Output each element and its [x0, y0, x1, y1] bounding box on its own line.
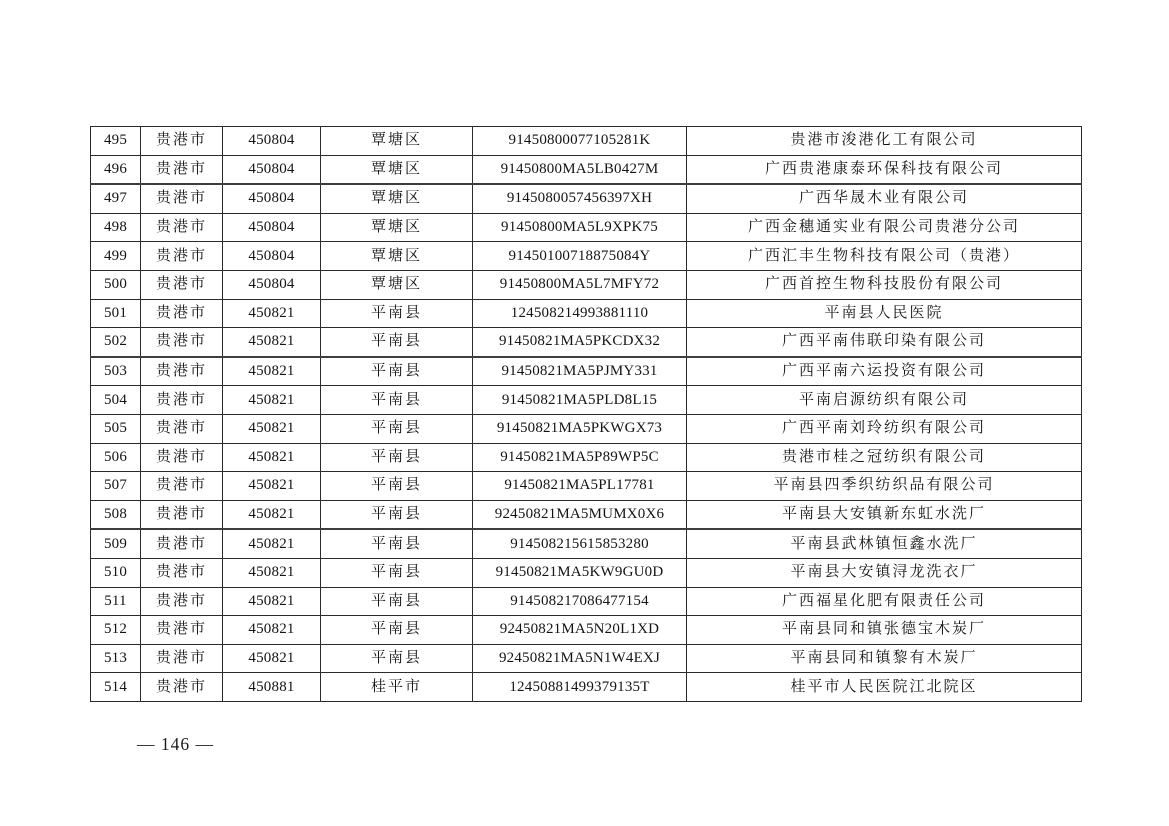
table-row — [91, 299, 1082, 328]
cell-no: 512 — [91, 616, 141, 645]
cell-city: 贵港市 — [141, 414, 223, 443]
cell-code: 450821 — [223, 644, 321, 673]
cell-credit-code: 91450100718875084Y — [473, 242, 687, 271]
cell-no: 498 — [91, 213, 141, 242]
cell-district: 平南县 — [321, 328, 473, 357]
cell-credit-code: 914508215615853280 — [473, 529, 687, 558]
cell-credit-code: 91450800MA5LB0427M — [473, 155, 687, 184]
cell-city: 贵港市 — [141, 644, 223, 673]
cell-company: 广西平南刘玲纺织有限公司 — [687, 414, 1082, 443]
cell-credit-code: 914508217086477154 — [473, 587, 687, 616]
cell-code: 450804 — [223, 155, 321, 184]
cell-city: 贵港市 — [141, 213, 223, 242]
cell-company: 贵港市桂之冠纺织有限公司 — [687, 443, 1082, 472]
cell-credit-code: 9145080057456397XH — [473, 184, 687, 213]
table-row — [91, 558, 1082, 587]
cell-city: 贵港市 — [141, 386, 223, 415]
cell-code: 450821 — [223, 443, 321, 472]
cell-code: 450881 — [223, 673, 321, 702]
cell-credit-code: 92450821MA5N1W4EXJ — [473, 644, 687, 673]
cell-code: 450821 — [223, 558, 321, 587]
cell-company: 平南县四季织纺织品有限公司 — [687, 472, 1082, 501]
cell-credit-code: 92450821MA5N20L1XD — [473, 616, 687, 645]
table-row — [91, 328, 1082, 357]
cell-district: 平南县 — [321, 644, 473, 673]
company-table — [90, 126, 1082, 702]
cell-city: 贵港市 — [141, 673, 223, 702]
cell-city: 贵港市 — [141, 472, 223, 501]
cell-district: 平南县 — [321, 529, 473, 558]
cell-code: 450804 — [223, 127, 321, 156]
cell-district: 平南县 — [321, 587, 473, 616]
cell-no: 513 — [91, 644, 141, 673]
cell-city: 贵港市 — [141, 357, 223, 386]
cell-city: 贵港市 — [141, 299, 223, 328]
cell-credit-code: 91450821MA5PLD8L15 — [473, 386, 687, 415]
cell-code: 450804 — [223, 242, 321, 271]
table-row — [91, 242, 1082, 271]
cell-district: 平南县 — [321, 616, 473, 645]
cell-credit-code: 91450821MA5KW9GU0D — [473, 558, 687, 587]
cell-code: 450821 — [223, 357, 321, 386]
table-row — [91, 500, 1082, 529]
cell-company: 平南县大安镇浔龙洗衣厂 — [687, 558, 1082, 587]
cell-no: 502 — [91, 328, 141, 357]
cell-company: 广西金穗通实业有限公司贵港分公司 — [687, 213, 1082, 242]
cell-no: 507 — [91, 472, 141, 501]
cell-district: 平南县 — [321, 500, 473, 529]
cell-credit-code: 91450800077105281K — [473, 127, 687, 156]
cell-district: 覃塘区 — [321, 155, 473, 184]
cell-district: 平南县 — [321, 357, 473, 386]
cell-company: 平南县大安镇新东虹水洗厂 — [687, 500, 1082, 529]
cell-no: 506 — [91, 443, 141, 472]
cell-code: 450804 — [223, 270, 321, 299]
cell-code: 450821 — [223, 472, 321, 501]
page-number: — 146 — — [137, 734, 214, 754]
cell-credit-code: 91450821MA5PKCDX32 — [473, 328, 687, 357]
table-row — [91, 644, 1082, 673]
cell-district: 覃塘区 — [321, 242, 473, 271]
cell-district: 平南县 — [321, 414, 473, 443]
cell-city: 贵港市 — [141, 587, 223, 616]
cell-district: 覃塘区 — [321, 127, 473, 156]
cell-credit-code: 91450800MA5L9XPK75 — [473, 213, 687, 242]
table-row — [91, 155, 1082, 184]
table-row — [91, 386, 1082, 415]
cell-company: 广西平南六运投资有限公司 — [687, 357, 1082, 386]
table-row — [91, 616, 1082, 645]
table-row — [91, 184, 1082, 213]
cell-city: 贵港市 — [141, 500, 223, 529]
cell-credit-code: 12450881499379135T — [473, 673, 687, 702]
cell-no: 496 — [91, 155, 141, 184]
cell-code: 450821 — [223, 299, 321, 328]
cell-city: 贵港市 — [141, 328, 223, 357]
cell-city: 贵港市 — [141, 127, 223, 156]
cell-company: 平南县武林镇恒鑫水洗厂 — [687, 529, 1082, 558]
cell-code: 450821 — [223, 616, 321, 645]
table-row — [91, 213, 1082, 242]
cell-credit-code: 91450821MA5PL17781 — [473, 472, 687, 501]
cell-district: 桂平市 — [321, 673, 473, 702]
cell-no: 503 — [91, 357, 141, 386]
cell-company: 广西汇丰生物科技有限公司（贵港） — [687, 242, 1082, 271]
cell-no: 510 — [91, 558, 141, 587]
cell-district: 平南县 — [321, 443, 473, 472]
cell-no: 514 — [91, 673, 141, 702]
table-row — [91, 414, 1082, 443]
cell-code: 450821 — [223, 529, 321, 558]
cell-district: 平南县 — [321, 558, 473, 587]
table-row — [91, 587, 1082, 616]
cell-code: 450804 — [223, 213, 321, 242]
cell-code: 450804 — [223, 184, 321, 213]
cell-code: 450821 — [223, 500, 321, 529]
cell-credit-code: 91450821MA5P89WP5C — [473, 443, 687, 472]
cell-company: 平南县同和镇张德宝木炭厂 — [687, 616, 1082, 645]
cell-company: 广西贵港康泰环保科技有限公司 — [687, 155, 1082, 184]
cell-no: 497 — [91, 184, 141, 213]
table-row — [91, 443, 1082, 472]
cell-no: 509 — [91, 529, 141, 558]
cell-no: 500 — [91, 270, 141, 299]
cell-company: 平南县同和镇黎有木炭厂 — [687, 644, 1082, 673]
cell-district: 覃塘区 — [321, 270, 473, 299]
cell-city: 贵港市 — [141, 184, 223, 213]
cell-no: 505 — [91, 414, 141, 443]
cell-credit-code: 124508214993881110 — [473, 299, 687, 328]
cell-company: 平南县人民医院 — [687, 299, 1082, 328]
table-row — [91, 127, 1082, 156]
cell-no: 511 — [91, 587, 141, 616]
cell-company: 广西福星化肥有限责任公司 — [687, 587, 1082, 616]
cell-city: 贵港市 — [141, 558, 223, 587]
cell-credit-code: 91450821MA5PJMY331 — [473, 357, 687, 386]
cell-code: 450821 — [223, 386, 321, 415]
cell-code: 450821 — [223, 587, 321, 616]
cell-district: 平南县 — [321, 386, 473, 415]
cell-no: 499 — [91, 242, 141, 271]
cell-company: 广西首控生物科技股份有限公司 — [687, 270, 1082, 299]
cell-city: 贵港市 — [141, 529, 223, 558]
cell-city: 贵港市 — [141, 155, 223, 184]
table-row — [91, 529, 1082, 558]
cell-district: 平南县 — [321, 299, 473, 328]
cell-district: 平南县 — [321, 472, 473, 501]
table-row — [91, 357, 1082, 386]
cell-city: 贵港市 — [141, 443, 223, 472]
cell-no: 508 — [91, 500, 141, 529]
cell-company: 桂平市人民医院江北院区 — [687, 673, 1082, 702]
cell-district: 覃塘区 — [321, 213, 473, 242]
cell-company: 广西华晟木业有限公司 — [687, 184, 1082, 213]
cell-city: 贵港市 — [141, 616, 223, 645]
cell-credit-code: 92450821MA5MUMX0X6 — [473, 500, 687, 529]
cell-no: 501 — [91, 299, 141, 328]
cell-city: 贵港市 — [141, 270, 223, 299]
cell-company: 贵港市浚港化工有限公司 — [687, 127, 1082, 156]
cell-no: 495 — [91, 127, 141, 156]
cell-credit-code: 91450800MA5L7MFY72 — [473, 270, 687, 299]
cell-company: 平南启源纺织有限公司 — [687, 386, 1082, 415]
cell-city: 贵港市 — [141, 242, 223, 271]
table-row — [91, 472, 1082, 501]
cell-no: 504 — [91, 386, 141, 415]
cell-credit-code: 91450821MA5PKWGX73 — [473, 414, 687, 443]
cell-company: 广西平南伟联印染有限公司 — [687, 328, 1082, 357]
cell-code: 450821 — [223, 328, 321, 357]
cell-district: 覃塘区 — [321, 184, 473, 213]
table-row — [91, 673, 1082, 702]
table-row — [91, 270, 1082, 299]
cell-code: 450821 — [223, 414, 321, 443]
